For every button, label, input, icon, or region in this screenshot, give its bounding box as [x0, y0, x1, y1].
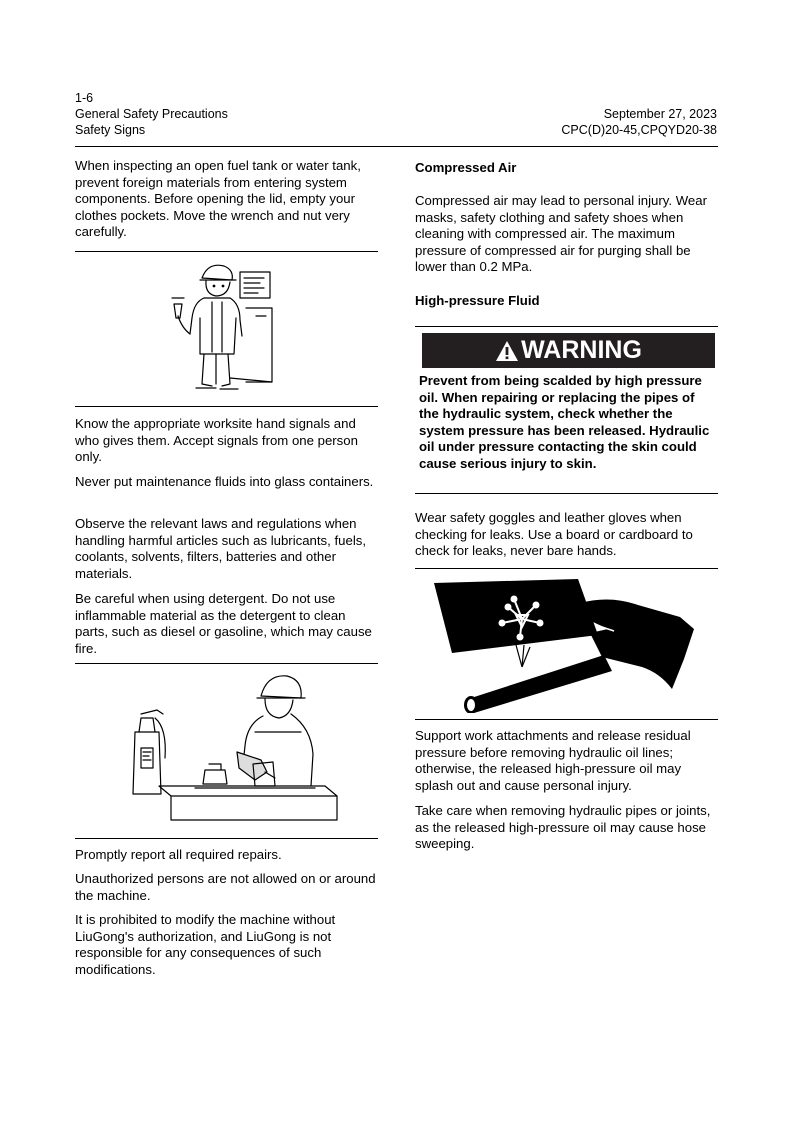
paragraph-hand-signals: Know the appropriate worksite hand signals and who gives them. Accept signals from one person only. [75, 416, 358, 465]
paragraph-goggles: Wear safety goggles and leather gloves when checking for leaks. Use a board or cardboard to check for leaks, never bare hands. [415, 510, 693, 559]
paragraph-repairs: Promptly report all required repairs. [75, 847, 282, 862]
subsection-title: Safety Signs [75, 123, 146, 137]
worker-with-wrench-illustration [160, 258, 280, 398]
paragraph-fuel-tank: When inspecting an open fuel tank or water tank, prevent foreign materials from entering system components. Before opening the lid, empty your clothes pockets. Move the wrench and nut very carefully. [75, 158, 361, 240]
divider [75, 406, 378, 407]
paragraph-support-attachments: Support work attachments and release residual pressure before removing hydraulic oil lines; otherwise, the released high-pressure oil may splash out and cause personal injury. [415, 728, 691, 793]
divider [415, 326, 718, 327]
warning-label: WARNING [521, 336, 642, 364]
divider [415, 719, 718, 720]
paragraph-glass-containers: Never put maintenance fluids into glass containers. [75, 474, 374, 489]
divider [75, 838, 378, 839]
warning-text: Prevent from being scalded by high pressure oil. When repairing or replacing the pipes of the hydraulic system, check whether the system pressure has been released. Hydraulic oil under pressure contacting the skin could cause serious injury to skin. [419, 373, 710, 471]
header-model: CPC(D)20-45,CPQYD20-38 [561, 123, 717, 137]
warning-triangle-icon [495, 340, 519, 362]
divider [415, 493, 718, 494]
paragraph-modify: It is prohibited to modify the machine without LiuGong's authorization, and LiuGong is not responsible for any consequences of such modifications. [75, 912, 336, 977]
divider [75, 251, 378, 252]
paragraph-laws: Observe the relevant laws and regulations when handling harmful articles such as lubricants, fuels, coolants, solvents, filters, batteries and other materials. [75, 516, 367, 581]
section-title: General Safety Precautions [75, 107, 228, 121]
compressed-air-heading: Compressed Air [415, 160, 517, 175]
divider [75, 663, 378, 664]
paragraph-detergent: Be careful when using detergent. Do not use inflammable material as the detergent to clean parts, such as diesel or gasoline, which may cause fire. [75, 591, 372, 656]
paragraph-unauthorized: Unauthorized persons are not allowed on or around the machine. [75, 871, 376, 903]
worker-cleaning-parts-illustration [115, 668, 345, 830]
paragraph-compressed-air: Compressed air may lead to personal injury. Wear masks, safety clothing and safety shoes when cleaning with compressed air. The maximum pressure of compressed air for purging shall be lower than 0.2 MPa. [415, 193, 707, 275]
warning-banner [422, 333, 715, 368]
divider [415, 568, 718, 569]
header-date: September 27, 2023 [603, 107, 717, 121]
header-divider [75, 146, 718, 147]
page-number: 1-6 [75, 91, 94, 105]
leak-check-illustration [428, 575, 700, 713]
paragraph-hose-sweeping: Take care when removing hydraulic pipes or joints, as the released high-pressure oil may cause hose sweeping. [415, 803, 711, 852]
high-pressure-fluid-heading: High-pressure Fluid [415, 293, 540, 308]
